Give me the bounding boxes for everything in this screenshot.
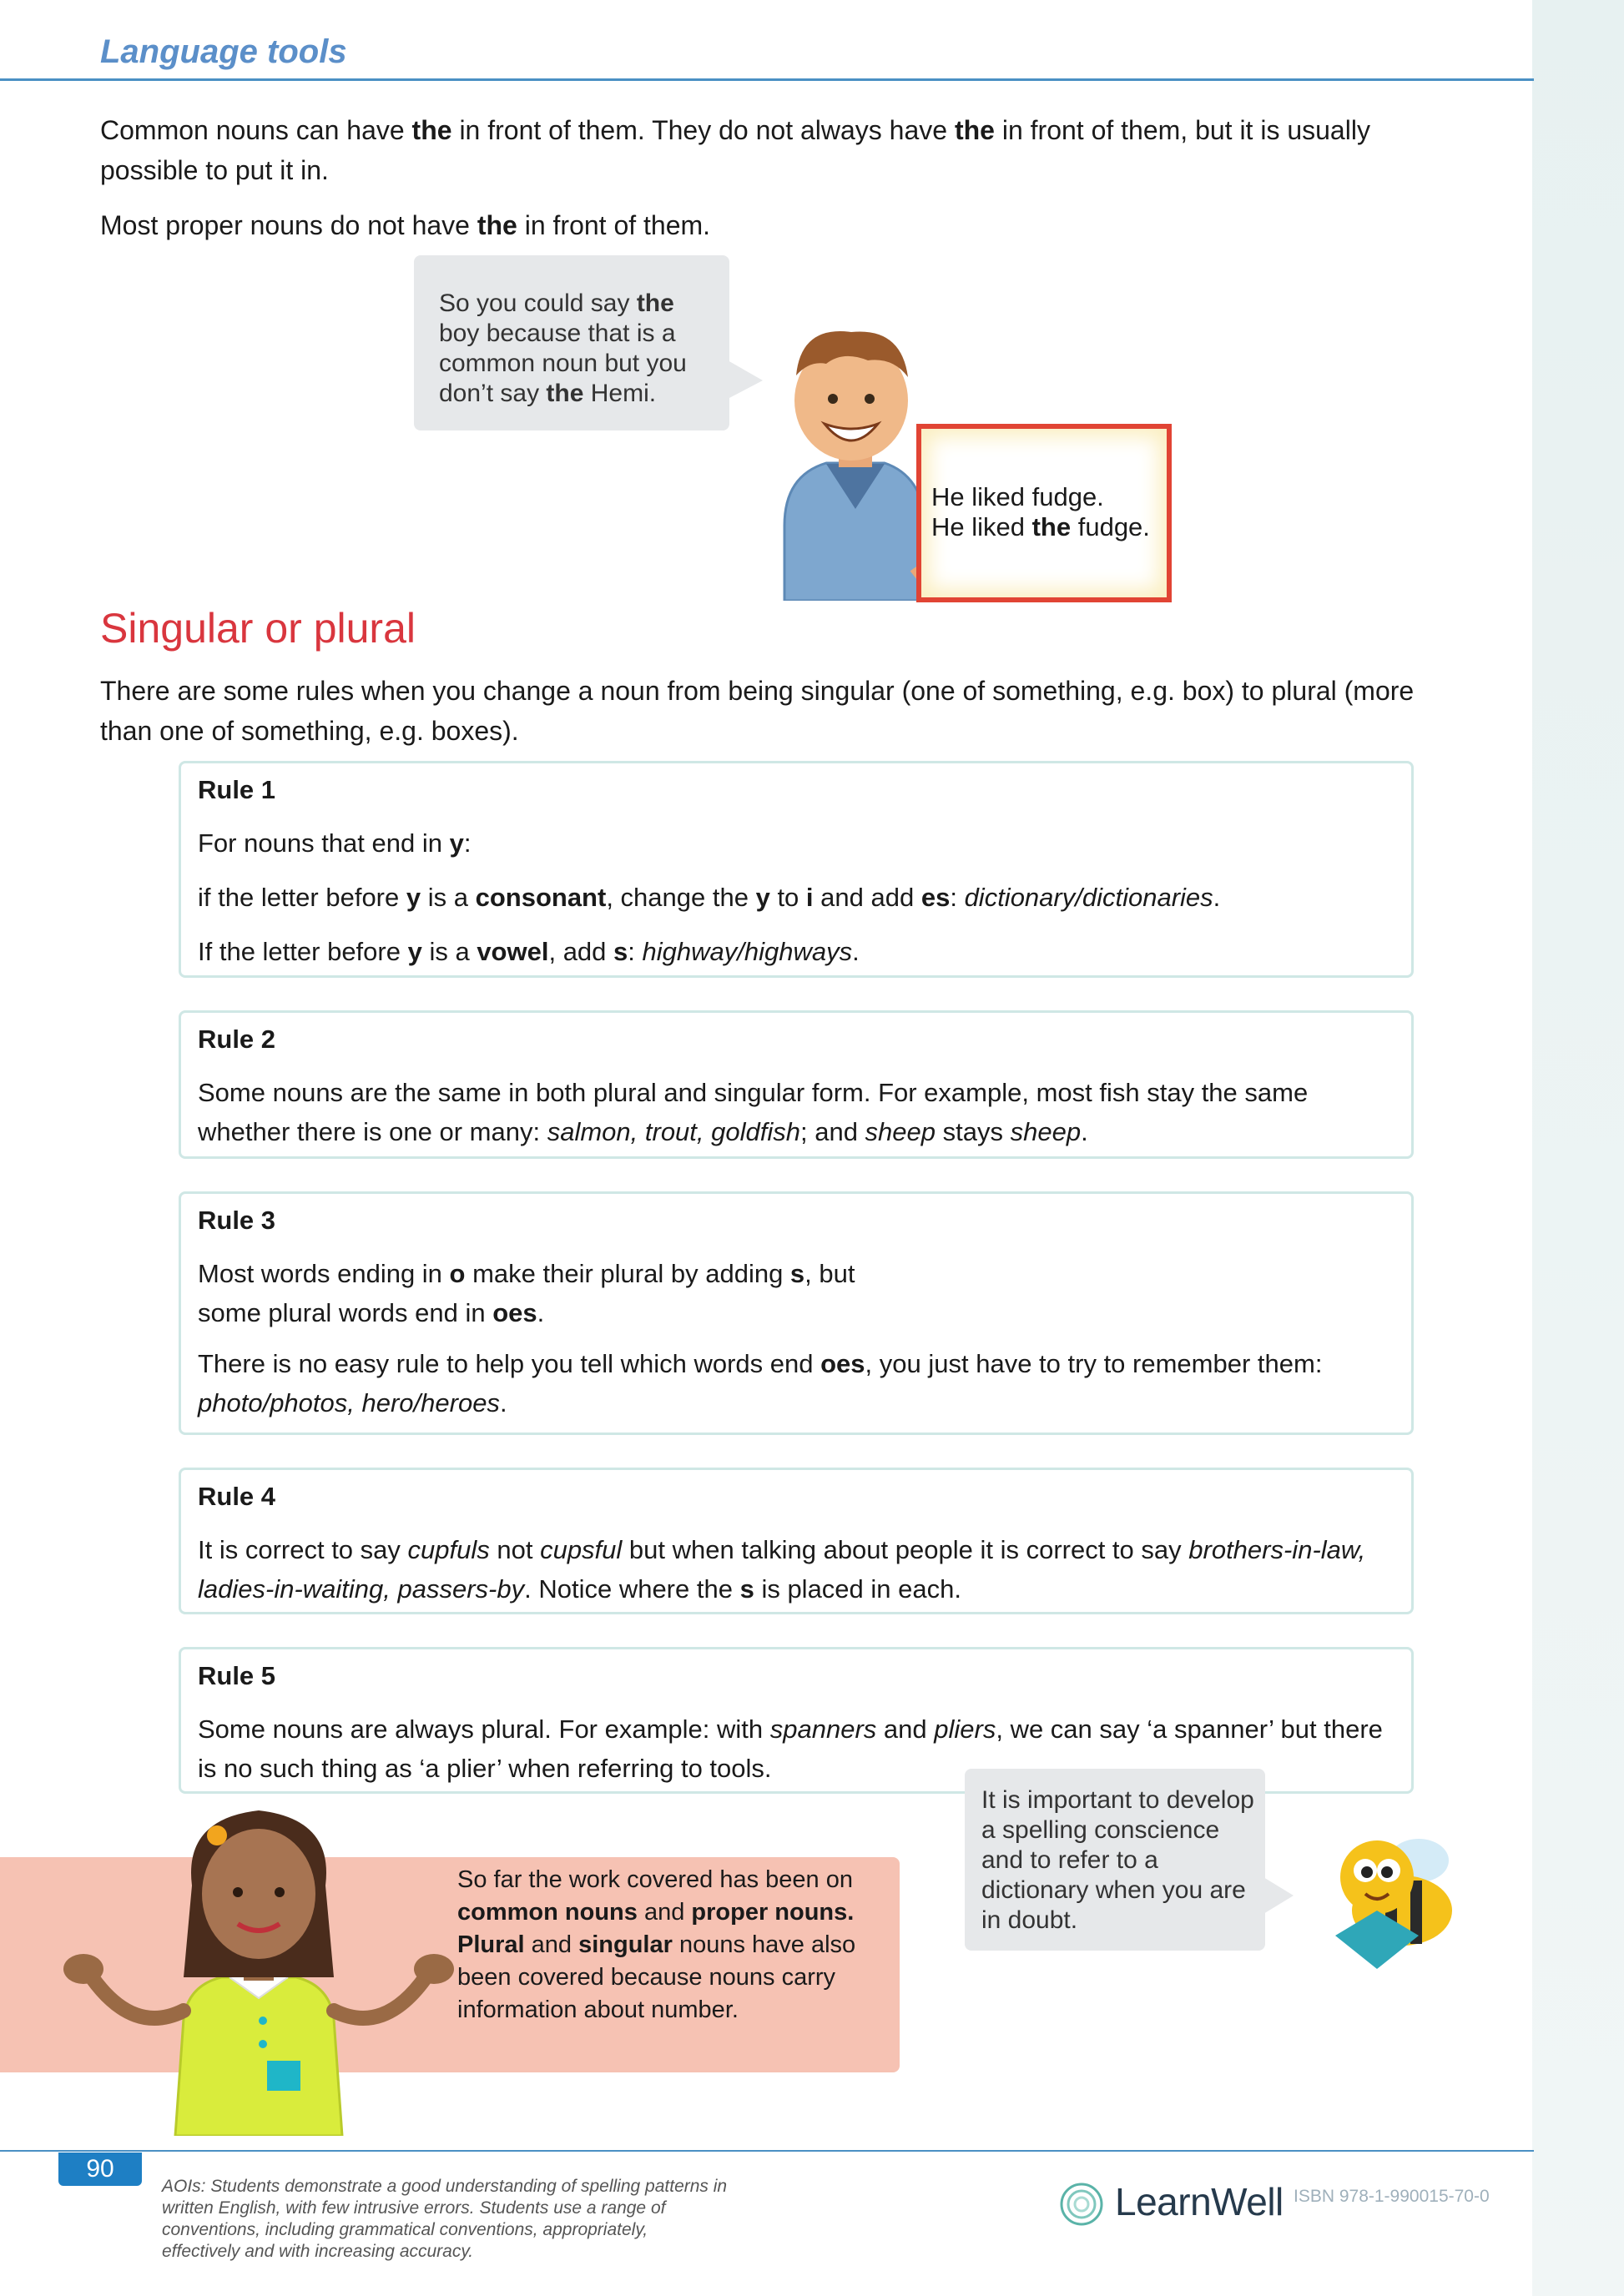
rule-text: Some nouns are always plural. For example: with spanners and pliers, we can say ‘a spanner’ but there is no such thing as ‘a plier’ when referring to tools. — [198, 1714, 1383, 1783]
section-heading: Singular or plural — [100, 605, 416, 652]
boy-speech-text: So you could say the boy because that is a common noun but you don’t say the Hemi. — [439, 290, 687, 407]
speech-tail — [728, 360, 763, 399]
boy-illustration — [768, 317, 935, 601]
rule-text: For nouns that end in y: — [198, 828, 472, 858]
rule-box-3 — [179, 1191, 1414, 1435]
footer-rule — [0, 2150, 1534, 2152]
aois-note: AOIs: Students demonstrate a good understanding of spelling patterns in written English, with few intrusive errors. Students use a range of conventions, including grammatical conventions, appropriately, effectively and with increasing accuracy. — [162, 2177, 728, 2261]
isbn: ISBN 978-1-990015-70-0 — [1294, 2187, 1490, 2206]
boy-speech-bubble — [414, 255, 729, 430]
bee-speech-bubble — [965, 1769, 1265, 1951]
bee-illustration — [1302, 1810, 1477, 1977]
rule-title: Rule 5 — [198, 1661, 276, 1690]
rule-box-4 — [179, 1468, 1414, 1614]
rule-box-2 — [179, 1010, 1414, 1159]
rule-text: There is no easy rule to help you tell which words end oes, you just have to try to remember them: photo/photos, hero/heroes. — [198, 1349, 1323, 1417]
page-number: 90 — [58, 2152, 142, 2186]
rule-text: It is correct to say cupfuls not cupsful but when talking about people it is correct to say brothers-in-law, ladies-in-waiting, passers-by. Notice where the s is placed in each. — [198, 1535, 1366, 1604]
fudge-line-2: He liked the fudge. — [931, 512, 1150, 541]
summary-text: So far the work covered has been on common nouns and proper nouns. Plural and singular nouns have also been covered because nouns carry information about number. — [457, 1866, 856, 2023]
intro-paragraph-1: Common nouns can have the in front of them. They do not always have the in front of them, but it is usually possible to put it in. — [100, 115, 1370, 185]
rule-title: Rule 2 — [198, 1025, 276, 1054]
header-rule — [0, 78, 1534, 81]
page-header-title: Language tools — [100, 33, 347, 70]
side-band — [1532, 0, 1624, 2296]
section-intro: There are some rules when you change a noun from being singular (one of something, e.g. box) to plural (more than one of something, e.g. boxes). — [100, 676, 1415, 746]
fudge-example-box — [916, 424, 1172, 602]
intro-paragraph-2: Most proper nouns do not have the in front of them. — [100, 210, 711, 240]
rule-title: Rule 3 — [198, 1206, 276, 1235]
rule-text: If the letter before y is a vowel, add s: highway/highways. — [198, 937, 860, 966]
rule-text: if the letter before y is a consonant, change the y to i and add es: dictionary/dictionaries. — [198, 883, 1221, 912]
rule-text: Some nouns are the same in both plural and singular form. For example, most fish stay the same whether there is one or many: salmon, trout, goldfish; and sheep stays sheep. — [198, 1078, 1309, 1146]
learnwell-logo-icon — [1058, 2181, 1105, 2228]
rule-title: Rule 1 — [198, 775, 276, 804]
rule-box-1 — [179, 761, 1414, 978]
learnwell-logo-text: LearnWell — [1115, 2180, 1284, 2223]
rule-text: Most words ending in o make their plural by adding s, but some plural words end in oes. — [198, 1259, 855, 1327]
bee-speech-text: It is important to develop a spelling conscience and to refer to a dictionary when you are in doubt. — [981, 1786, 1254, 1934]
speech-tail — [1263, 1877, 1294, 1914]
girl-illustration — [58, 1802, 459, 2136]
rule-title: Rule 4 — [198, 1482, 276, 1511]
fudge-line-1: He liked fudge. — [931, 482, 1104, 511]
